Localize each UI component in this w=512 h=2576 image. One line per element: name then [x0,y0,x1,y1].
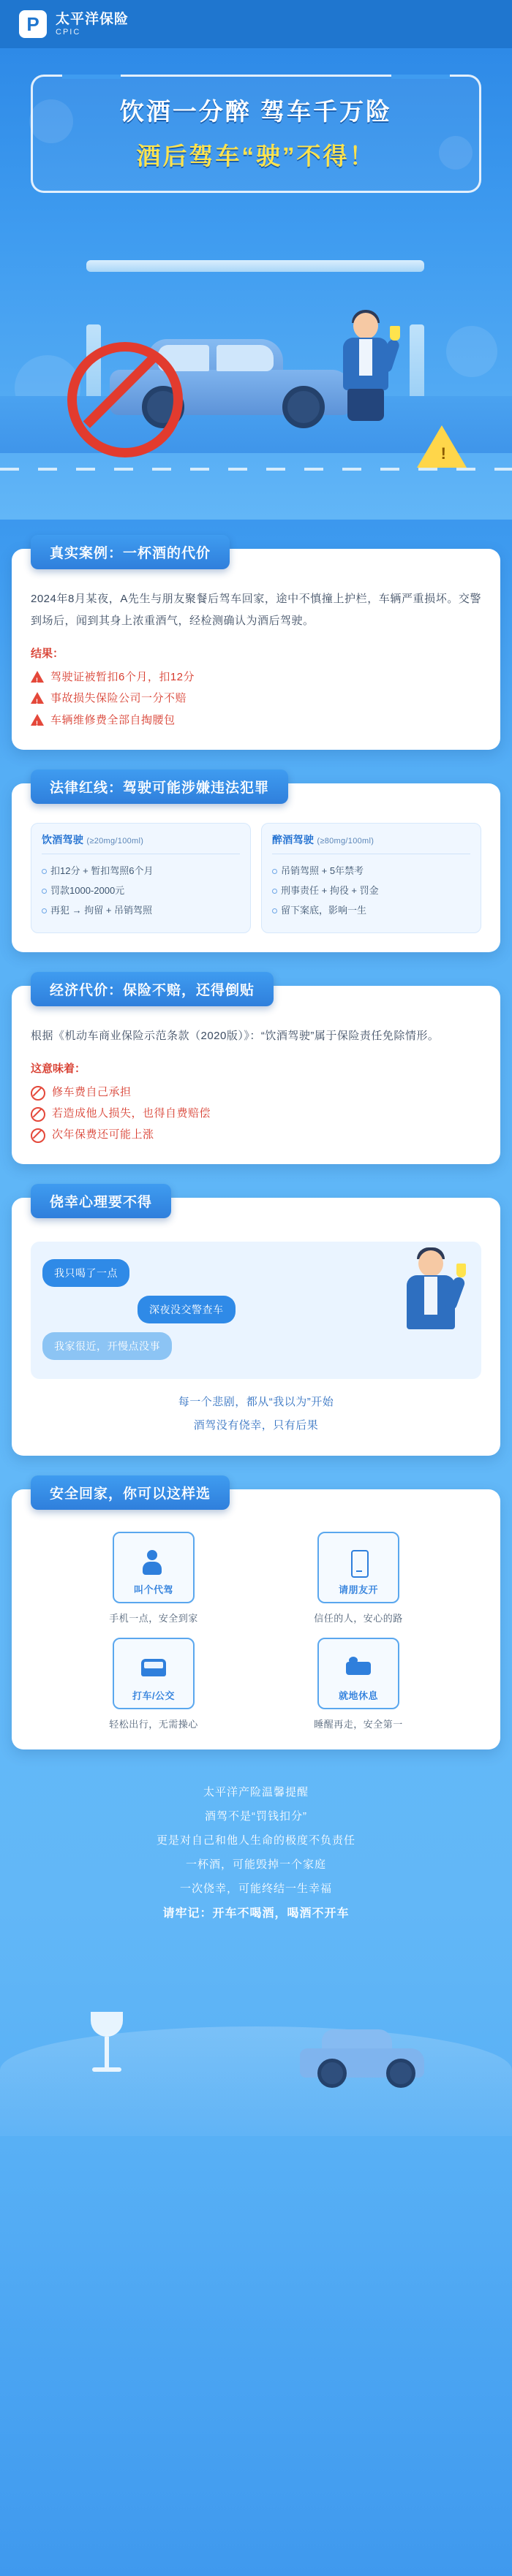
drinking-person-illustration [333,313,399,422]
safe-option-designated-driver[interactable] [62,1532,245,1625]
footer-message [0,1774,512,1926]
brand-bar [0,0,512,48]
list-item [31,1124,481,1145]
option-box[interactable] [317,1638,399,1709]
economic-cost-body: 根据《机动车商业保险示范条款（2020版）》：“饮酒驾驶”属于保险责任免除情形。 [31,1029,440,1042]
luck-chat-block [31,1242,481,1379]
law-column-drinking [31,823,251,933]
section-luck-mentality [12,1195,500,1456]
safe-option-ask-friend[interactable] [267,1532,450,1625]
option-desc: 睡醒再走，安全第一 [314,1719,403,1730]
phone-friend-icon [343,1549,374,1578]
wave-shape [0,2026,512,2136]
section-title-safe-choices: 安全回家，你可以这样选 [31,1475,230,1510]
list-item-text: 车辆维修费全部自掏腰包 [50,713,176,726]
warning-exclamation: ! [440,444,446,463]
section-title-law: 法律红线：驾驶可能涉嫌违法犯罪 [31,770,288,804]
list-item [31,666,481,688]
warning-triangle-icon: ! [31,671,44,683]
list-item-text: 驾驶证被暂扣6个月，扣12分 [50,671,195,683]
footer-line: 太平洋产险温馨提醒 [203,1786,309,1799]
law-column-header-text: 饮酒驾驶 [42,833,84,846]
list-item: 再犯 → 拘留 + 吊销驾照 [42,900,240,920]
footer-line: 更是对自己和他人生命的极度不负责任 [156,1834,355,1847]
footer-illustration [0,1946,512,2136]
section-safe-choices [12,1486,500,1749]
warning-triangle-icon: ! [31,714,44,726]
section-title-real-case: 真实案例：一杯酒的代价 [31,535,230,569]
list-item-text: 次年保费还可能上涨 [52,1128,154,1141]
prohibition-icon [31,1107,45,1122]
safe-option-taxi-bus[interactable] [62,1638,245,1730]
hero-title-frame [31,75,481,193]
section-real-case [12,546,500,750]
chat-bubble: 我家很近，开慢点没事 [42,1332,172,1360]
list-item [31,1082,481,1103]
list-item: 罚款1000-2000元 [42,881,240,900]
list-item: 扣12分 + 暂扣驾照6个月 [42,861,240,881]
list-item [31,710,481,731]
person-head [353,313,378,339]
law-column-header-note: (≥20mg/100ml) [86,836,144,846]
option-box[interactable] [113,1532,195,1603]
chat-bubble: 我只喝了一点 [42,1259,129,1287]
footer-emphasis: 请牢记：开车不喝酒，喝酒不开车 [162,1907,350,1920]
wine-glass-icon [86,2012,127,2079]
hero-illustration [0,260,512,479]
chat-bubble-row [42,1328,470,1364]
law-column-header-text: 醉酒驾驶 [272,833,315,846]
option-label: 叫个代驾 [133,1584,173,1596]
footer-line: 一杯酒，可能毁掉一个家庭 [185,1858,326,1872]
safe-option-rest[interactable] [267,1638,450,1730]
real-case-result-list [31,666,481,731]
list-item: 吊销驾照 + 5年禁考 [272,861,470,881]
law-item-list [42,861,240,921]
list-item-text: 若造成他人损失，也得自费赔偿 [52,1106,211,1120]
option-desc: 轻松出行，无需操心 [109,1719,198,1730]
section-law [12,780,500,952]
option-label: 就地休息 [338,1690,378,1702]
economic-cost-list [31,1082,481,1146]
economic-means-label: 这意味着： [31,1062,86,1075]
brand-name-en: CPIC [56,27,81,37]
car-icon [300,2031,424,2088]
no-driving-icon [67,342,183,457]
car-window-rear [217,345,274,371]
driver-person-icon [138,1549,169,1578]
option-label: 请朋友开 [338,1584,378,1596]
hero-title-line2: 酒后驾车“驶”不得！ [136,143,376,170]
list-item-text: 修车费自己承担 [52,1085,132,1098]
option-box[interactable] [317,1532,399,1603]
person-legs [347,389,384,421]
option-box[interactable] [113,1638,195,1709]
luck-closing-line1: 每一个悲剧，都从“我以为”开始 [178,1396,334,1409]
person-shirt [424,1277,437,1315]
law-column-header [42,832,240,854]
footer-line: 酒驾不是“罚钱扣分” [205,1810,307,1823]
hero-banner [0,48,512,520]
real-case-result-label: 结果： [31,647,64,660]
prohibition-icon [31,1128,45,1143]
law-column-header [272,832,470,854]
real-case-body: 2024年8月某夜，A先生与朋友聚餐后驾车回家，途中不慎撞上护栏，车辆严重损坏。交警到场后，闻到其身上浓重酒气，经检测确认为酒后驾驶。 [31,593,481,627]
law-item-list [272,861,470,921]
section-economic-cost [12,982,500,1165]
option-desc: 信任的人，安心的路 [314,1613,403,1625]
option-label: 打车/公交 [132,1690,176,1702]
warning-triangle-icon: ! [31,692,44,704]
list-item [31,688,481,709]
list-item-text: 事故损失保险公司一分不赔 [50,692,187,705]
beer-glass-icon [456,1264,466,1277]
chat-bubble: 深夜没交警查车 [138,1296,236,1323]
law-column-drunk [261,823,481,933]
brand-name-cn: 太平洋保险 [56,11,129,27]
luck-closing-line2: 酒驾没有侥幸，只有后果 [193,1418,319,1432]
luck-closing [31,1391,481,1437]
law-column-header-note: (≥80mg/100ml) [317,836,374,846]
hero-title-line1: 饮酒一分醉 驾车千万险 [119,98,393,125]
law-comparison-table [31,823,481,933]
prohibition-icon [31,1086,45,1101]
person-shirt [359,339,372,376]
cpic-logo-icon: P [19,10,47,38]
list-item: 留下案底，影响一生 [272,900,470,920]
car-wheel-right [282,386,325,428]
list-item [31,1103,481,1124]
section-title-economic-cost: 经济代价：保险不赔，还得倒贴 [31,972,274,1006]
gate-beam [86,260,424,272]
safe-options-grid [31,1532,481,1730]
chat-person-illustration [391,1247,471,1332]
footer-line: 一次侥幸，可能终结一生幸福 [179,1882,332,1896]
list-item: 刑事责任 + 拘役 + 罚金 [272,881,470,900]
beer-glass-icon [390,326,400,341]
section-title-luck: 侥幸心理要不得 [31,1184,171,1218]
bus-icon [138,1654,169,1684]
option-desc: 手机一点，安全到家 [109,1613,198,1625]
road-dash-line [0,468,512,471]
brand-text [56,12,129,37]
bed-icon [343,1654,374,1684]
person-head [418,1250,443,1277]
